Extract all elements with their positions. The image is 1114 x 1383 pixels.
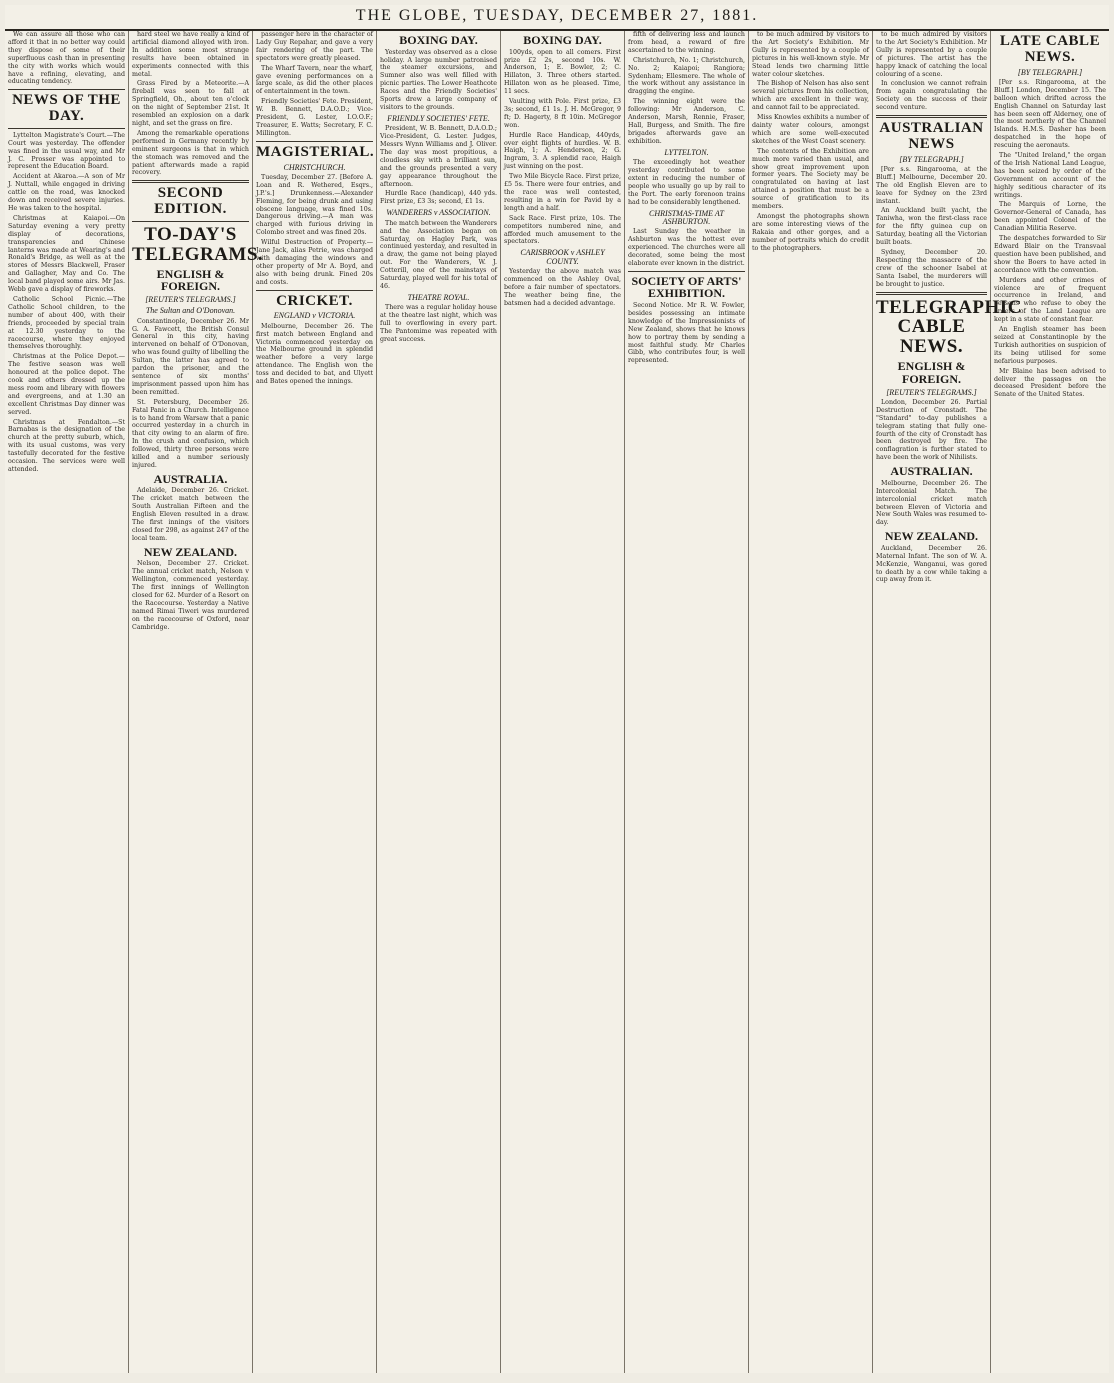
article-paragraph: Yesterday the above match was commenced on the Ashley Oval, before a fair number of spectators. The weather being fine, the batsmen had a decided advantage. bbox=[504, 268, 621, 307]
article-paragraph: There was a regular holiday house at the theatre last night, which was full to overflowing in every part. The Pantomime was repeated with great success. bbox=[380, 304, 497, 343]
todays-telegrams-heading: TO-DAY'S TELEGRAMS. bbox=[132, 223, 264, 265]
article-paragraph: [Per s.s. Ringarooma, at the Bluff.] Melbourne, December 20. The old English Eleven are to leave for Sydney on the 23rd instant. bbox=[876, 165, 987, 205]
boxing-day-heading: BOXING DAY. bbox=[399, 33, 478, 47]
english-foreign-subheading: ENGLISH & FOREIGN. bbox=[897, 359, 966, 386]
column-8 bbox=[873, 31, 1022, 1373]
article-paragraph: Tuesday, December 27. [Before A. Loan and R. Wethered, Esqrs., J.P.'s.] Drunkenness.—Alexander Fleming, for being drunk and using obscene language, was fined 10s. Dangerous driving.—A man was charged with furious driving in Colombo street and was fined 20s. bbox=[256, 173, 373, 237]
article-paragraph: An English steamer has been seized at Constantinople by the Turkish authorities on suspicion of its being utilised for some nefarious purposes. bbox=[994, 326, 1106, 365]
article-paragraph: Hurdle Race Handicap, 440yds, over eight flights of hurdles. W. B. Haigh, 1; A. Henderson, 2; G. Ingram, 3. A splendid race, Haigh just winning on the post. bbox=[504, 131, 621, 171]
wanderers-association-subheading: WANDERERS v ASSOCIATION. bbox=[386, 208, 491, 218]
boxing-day-heading: BOXING DAY. bbox=[523, 33, 602, 47]
column-1 bbox=[5, 31, 129, 1373]
column-3 bbox=[253, 31, 377, 1373]
article-paragraph: Christchurch, No. 1; Christchurch, No. 2; Kaiapoi; Rangiora; Sydenham; Ellesmere. The whole of the work without any assistance in dragging the engine. bbox=[628, 56, 745, 96]
article-paragraph: London, December 26. Partial Destruction of Cronstadt. The "Standard" to-day publishes a telegram stating that fully one-fourth of the city of Cronstadt has been destroyed by fire. The conflagration is further stated to have been the work of Nihilists. bbox=[876, 398, 987, 462]
friendly-societies-subheading: FRIENDLY SOCIETIES' FETE. bbox=[387, 113, 490, 123]
article-paragraph: The Wharf Tavern, near the wharf, gave evening performances on a large scale, as did the other places of entertainment in the town. bbox=[256, 64, 373, 96]
article-paragraph: hard steel we have really a kind of artificial diamond alloyed with iron. In addition some most strange results have been obtained in experiments connected with this metal. bbox=[132, 31, 249, 78]
article-paragraph: to be much admired by visitors to the Art Society's Exhibition. Mr Gully is represented by a couple of pictures. The artist has the happy knack of catching the local colouring of a scene. bbox=[876, 31, 987, 78]
article-paragraph: President, W. B. Bennett, D.A.O.D.; Vice-President, G. Lester. Judges, Messrs Wynn Williams and J. Oliver. The day was most propitious, a cloudless sky with a brilliant sun, and the grounds presented a very gay appearance throughout the afternoon. bbox=[380, 125, 497, 188]
telegraph-byline: [BY TELEGRAPH.] bbox=[1017, 67, 1083, 77]
article-paragraph: Murders and other crimes of violence are of frequent occurrence in Ireland, and persons who refuse to obey the orders of the Land League are kept in a state of constant fear. bbox=[994, 276, 1106, 324]
article-paragraph: Sack Race. First prize, 10s. The competitors numbered nine, and afforded much amusement to the spectators. bbox=[504, 214, 621, 246]
article-paragraph: Christmas at Fendalton.—St Barnabas is the designation of the church at the pretty suburb, which, with its usual customs, was very tastefully decorated for the festive occasion. The services were well attended. bbox=[8, 418, 125, 473]
article-paragraph: Hurdle Race (handicap), 440 yds. First prize, £3 3s; second, £1 1s. bbox=[380, 190, 497, 206]
article-paragraph: Two Mile Bicycle Race. First prize, £5 5s. There were four entries, and the race was well contested, resulting in a win for Pavid by a length and a half. bbox=[504, 173, 621, 212]
english-foreign-subheading: ENGLISH & FOREIGN. bbox=[156, 266, 225, 294]
article-paragraph: Nelson, December 27. Cricket. The annual cricket match, Nelson v Wellington, commenced yesterday. The first innings of Wellington closed for 62. Murder of a Resort on the Racecourse. Yesterday a Native named Rimai Tiweri was murdered on the racecourse of Oxford, near Cambridge. bbox=[132, 560, 249, 631]
society-of-arts-heading: SOCIETY OF ARTS' EXHIBITION. bbox=[631, 273, 742, 301]
article-paragraph: Grass Fired by a Meteorite.—A fireball was seen to fall at Springfield, Oh., about ten o'clock on the night of September 21st. It resembled an explosion on a dark night, and set the grass on fire. bbox=[132, 80, 249, 127]
columns bbox=[5, 31, 1109, 1373]
magisterial-heading: MAGISTERIAL. bbox=[256, 143, 375, 160]
article-paragraph: Wilful Destruction of Property.—Jane Jack, alias Petrie, was charged with damaging the windows and other property of Mr A. Boyd, and also with being drunk. Fined 20s and costs. bbox=[256, 239, 373, 286]
divider bbox=[132, 221, 249, 222]
cricket-heading: CRICKET. bbox=[276, 292, 353, 309]
article-paragraph: Accident at Akaroa.—A son of Mr J. Nuttall, while engaged in driving cattle on the road, was knocked down and received severe injuries. He was taken to the hospital. bbox=[8, 173, 125, 212]
article-paragraph: The match between the Wanderers and the Association began on Saturday, on Hagley Park, was continued yesterday, and resulted in a draw, the game not being played out. For the Wanderers, W. J. Cotterill, one of the mainstays of Saturday, played well for his total of 46. bbox=[380, 219, 497, 290]
article-paragraph: The winning eight were the following: Mr Anderson, C. Anderson, Marsh, Rennie, Fraser, Hall, Burgess, and Smith. The fire brigades afterwards gave an exhibition. bbox=[628, 98, 745, 145]
article-paragraph: The contents of the Exhibition are much more varied than usual, and show great improvement upon former years. The Society may be congratulated on having at last attained a position that must be a source of gratification to its members. bbox=[752, 147, 869, 211]
column-6 bbox=[625, 31, 749, 1373]
divider bbox=[876, 115, 987, 118]
telegraphic-cable-news-heading: TELEGRAPHIC CABLE NEWS. bbox=[876, 296, 1022, 358]
masthead-title: THE GLOBE, TUESDAY, DECEMBER 27, 1881. bbox=[355, 7, 759, 24]
column-7 bbox=[749, 31, 873, 1373]
australian-heading: AUSTRALIAN. bbox=[890, 464, 973, 479]
article-paragraph: Constantinople, December 26. Mr G. A. Fawcett, the British Consul General in this city, having intervened on behalf of O'Donovan, who was found guilty of libelling the Sultan, the latter has agreed to pardon the prisoner, and the sentence of six months' imprisonment passed upon him has been remitted. bbox=[132, 317, 249, 396]
sultan-subheading: The Sultan and O'Donovan. bbox=[145, 306, 236, 316]
divider bbox=[256, 290, 373, 291]
article-paragraph: [Per s.s. Ringarooma, at the Bluff.] London, December 15. The balloon which drifted across the English Channel on Saturday last has been seen off Alderney, one of the most northerly of the Channel Islands. H.M.S. Dasher has been despatched in the hope of rescuing the aeronauts. bbox=[994, 78, 1106, 150]
telegraph-byline: [BY TELEGRAPH.] bbox=[899, 154, 964, 164]
article-paragraph: passenger here in the character of Lady Guy Repahar, and gave a very fair rendering of the part. The spectators were greatly pleased. bbox=[256, 31, 373, 62]
column-4 bbox=[377, 31, 501, 1373]
christchurch-subheading: CHRISTCHURCH. bbox=[283, 162, 346, 172]
article-paragraph: Mr Blaine has been advised to deliver the passages on the deceased President before the Senate of the United States. bbox=[994, 367, 1106, 399]
column-2 bbox=[129, 31, 264, 1373]
ashburton-subheading: CHRISTMAS-TIME AT ASHBURTON. bbox=[649, 208, 724, 226]
divider bbox=[8, 128, 125, 129]
intro-paragraph: We can assure all those who can afford it that in no better way could they dispose of some of their superfluous cash than in presenting the city with works which would have a refining, elevating, and educating tendency. bbox=[8, 31, 125, 86]
article-paragraph: Yesterday was observed as a close holiday. A large number patronised the steamer excursions, and Sumner also was well filled with picnic parties. The Lower Heathcote Races and the Friendly Societies' Sports drew a large company of visitors to the grounds. bbox=[380, 48, 497, 111]
england-victoria-subheading: ENGLAND v VICTORIA. bbox=[273, 311, 356, 321]
article-paragraph: The Bishop of Nelson has also sent several pictures from his collection, which are excellent in their way, and cannot fail to be appreciated. bbox=[752, 80, 869, 112]
article-paragraph: Lyttelton Magistrate's Court.—The Court was yesterday. The offender was fined in the usual way, and Mr J. C. Prosser was appointed to represent the Education Board. bbox=[8, 131, 125, 171]
article-paragraph: Miss Knowles exhibits a number of dainty water colours, amongst which are some well-executed sketches of the West Coast scenery. bbox=[752, 114, 869, 145]
divider bbox=[8, 89, 125, 90]
article-paragraph: St. Petersburg, December 26. Fatal Panic in a Church. Intelligence is to hand from Warsaw that a panic occurred yesterday in a church in that city owing to an alarm of fire. In the crush and confusion, which followed, thirty three persons were killed and a number seriously injured. bbox=[132, 398, 249, 469]
article-paragraph: Sydney, December 20. Respecting the massacre of the crew of the schooner Isabel at Santa Isabel, the murderers will be brought to justice. bbox=[876, 249, 987, 288]
article-paragraph: Second Notice. Mr R. W. Fowler, besides possessing an intimate knowledge of the Impressionists of New Zealand, shows that he knows how to portray them by sending a most faithful study. Mr Charles Gibb, who contributes four, is well represented. bbox=[628, 302, 745, 365]
australia-heading: AUSTRALIA. bbox=[153, 471, 228, 486]
article-paragraph: Melbourne, December 26. The first match between England and Victoria commenced yesterday on the Melbourne ground in splendid weather before a very large attendance. The English won the toss and decided to bat, and Ulyett and Bates opened the innings. bbox=[256, 322, 373, 386]
article-paragraph: Catholic School Picnic.—The Catholic School children, to the number of about 400, with their friends, proceeded by special train at 12.30 yesterday to the racecourse, where they enjoyed themselves thoroughly. bbox=[8, 295, 125, 351]
new-zealand-heading: NEW ZEALAND. bbox=[884, 529, 979, 544]
article-paragraph: Friendly Societies' Fete. President, W. B. Bennett, D.A.O.D.; Vice-President, G. Lester, I.O.O.F.; Treasurer, E. Watts; Secretary, F. C. Millington. bbox=[256, 98, 373, 137]
article-paragraph: Vaulting with Pole. First prize, £3 3s; second, £1 1s. J. H. McGregor, 9 ft; D. Hagerty, 8 ft 10in. McGregor won. bbox=[504, 98, 621, 129]
article-paragraph: Adelaide, December 26. Cricket. The cricket match between the South Australian Fifteen and the English Eleven resulted in a draw. The first innings of the visitors closed for 298, as against 247 of the local team. bbox=[132, 487, 249, 542]
carisbrook-ashley-subheading: CARISBROOK v ASHLEY COUNTY. bbox=[520, 248, 605, 266]
article-paragraph: Melbourne, December 26. The Intercolonial Match. The intercolonial cricket match between Eleven of Victoria and New South Wales was resumed to-day. bbox=[876, 479, 987, 527]
article-paragraph: fifth of delivering less and launch from head, a reward of fire ascertained to the winning. bbox=[628, 31, 745, 54]
reuters-byline: [REUTER'S TELEGRAMS.] bbox=[886, 387, 977, 397]
new-zealand-heading: NEW ZEALAND. bbox=[143, 544, 238, 559]
lyttelton-subheading: LYTTELTON. bbox=[664, 147, 709, 157]
article-paragraph: The Marquis of Lorne, the Governor-General of Canada, has been appointed Colonel of the Canadian Militia Reserve. bbox=[994, 201, 1106, 233]
divider bbox=[628, 271, 745, 272]
divider bbox=[876, 292, 987, 295]
column-5 bbox=[501, 31, 625, 1373]
newspaper-page bbox=[5, 5, 1109, 1373]
article-paragraph: Last Sunday the weather in Ashburton was the hottest ever experienced. The churches were all decorated, some being the most elaborate ever known in the district. bbox=[628, 228, 745, 267]
article-paragraph: Christmas at the Police Depot.—The festive season was well honoured at the police depot. The cook and others dressed up the mess room and library with flowers and evergreens, and at 1.30 an excellent Christmas Day dinner was served. bbox=[8, 353, 125, 416]
article-paragraph: Christmas at Kaiapoi.—On Saturday evening a very pretty display of decorations, transparencies and Chinese lanterns was made at Wearing's and Ronald's Bridge, as well as at the stores of Messrs Blackwell, Fraser and Gallagher, May and Co. The local band played some airs. Mr Jas. Webb gave a display of fireworks. bbox=[8, 214, 125, 294]
article-paragraph: The despatches forwarded to Sir Edward Blair on the Transvaal question have been published, and show the Boers to have acted in accordance with the convention. bbox=[994, 235, 1106, 274]
news-of-the-day-heading: NEWS OF THE DAY. bbox=[12, 92, 121, 125]
article-paragraph: Auckland, December 26. Maternal Infant. The son of W. A. McKenzie, Wanganui, was gored to death by a cow while taking a cup away from it. bbox=[876, 544, 987, 584]
australian-news-heading: AUSTRALIAN NEWS bbox=[879, 120, 984, 152]
column-9 bbox=[991, 31, 1109, 1373]
article-paragraph: Amongst the photographs shown are some interesting views of the Rakaia and other gorges, and a number of portraits which do credit to the photographers. bbox=[752, 212, 869, 252]
article-paragraph: In conclusion we cannot refrain from again congratulating the Society on the success of their second venture. bbox=[876, 80, 987, 112]
late-cable-news-heading: LATE CABLE NEWS. bbox=[999, 33, 1101, 65]
article-paragraph: to be much admired by visitors to the Art Society's Exhibition. Mr Gully is represented by a couple of pictures in his well-known style. Mr Stead lends two charming little water colour sketches. bbox=[752, 31, 869, 78]
divider bbox=[256, 141, 373, 142]
theatre-royal-subheading: THEATRE ROYAL. bbox=[407, 292, 470, 302]
article-paragraph: An Auckland built yacht, the Taniwha, won the first-class race for the fifty guinea cup on Saturday, beating all the Victorian built boats. bbox=[876, 207, 987, 247]
article-paragraph: The exceedingly hot weather yesterday contributed to some extent in reducing the number of people who usually go up by rail to the Port. The early forenoon trains had to be considerably lengthened. bbox=[628, 159, 745, 206]
article-paragraph: 100yds, open to all comers. First prize £2 2s, second 10s. W. Anderson, 1; E. Bowler, 2; C. Hillaton, 3. Three others started. Hillaton won as he pleased. Time, 11 secs. bbox=[504, 48, 621, 96]
article-paragraph: The "United Ireland," the organ of the Irish National Land League, has been seized by order of the Government on account of the highly seditious character of its writings. bbox=[994, 152, 1106, 199]
masthead bbox=[5, 5, 1109, 31]
divider bbox=[132, 180, 249, 183]
reuters-byline: [REUTER'S TELEGRAMS.] bbox=[145, 294, 236, 304]
second-edition-heading: SECOND EDITION. bbox=[154, 185, 227, 218]
article-paragraph: Among the remarkable operations performed in Germany recently by eminent surgeons is that in which the stomach was removed and the patient afterwards made a rapid recovery. bbox=[132, 129, 249, 177]
